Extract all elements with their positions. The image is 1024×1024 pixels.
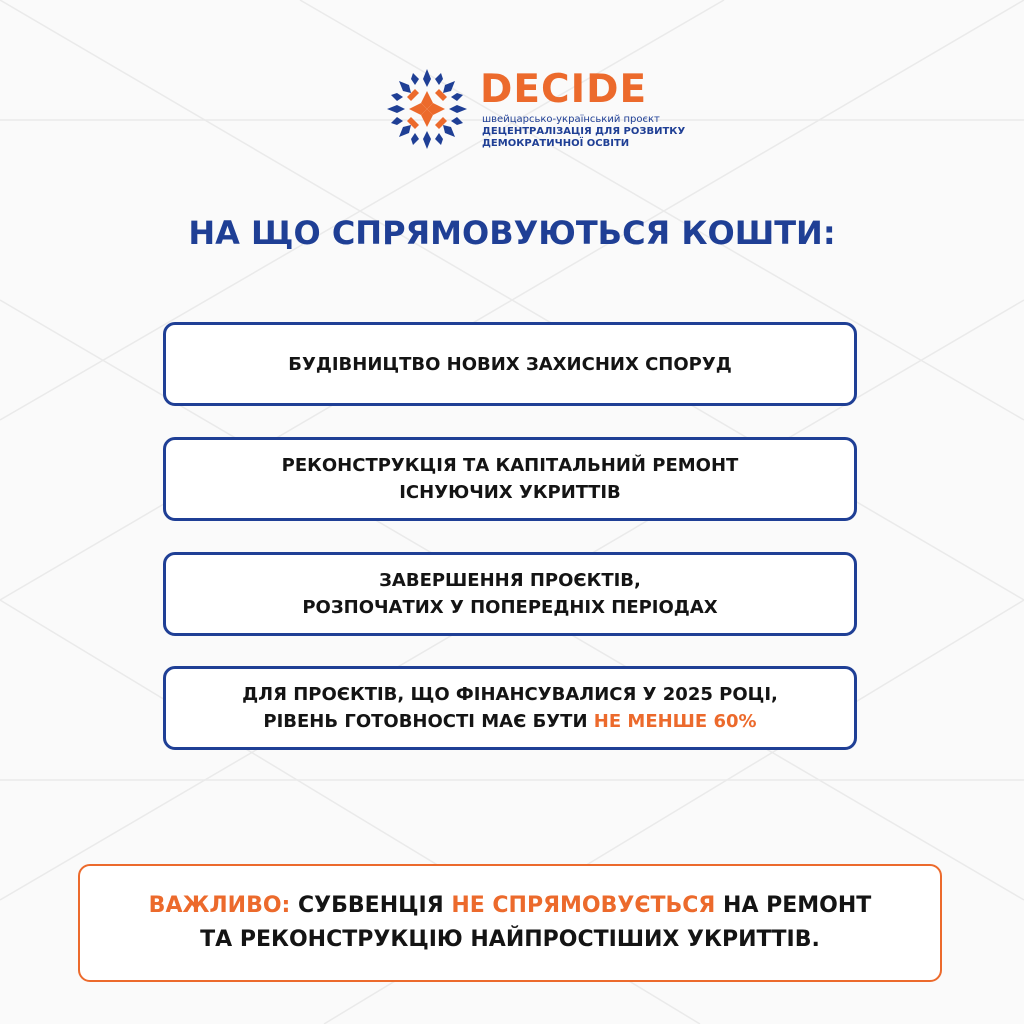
notice-text2: НА РЕМОНТ <box>715 893 872 918</box>
logo-name: DECIDE <box>480 67 648 112</box>
logo-subtitle-line2: ДЕЦЕНТРАЛІЗАЦІЯ ДЛЯ РОЗВИТКУ <box>482 126 686 137</box>
notice-label: ВАЖЛИВО: <box>148 893 291 918</box>
card-text-line2: ІСНУЮЧИХ УКРИТТІВ <box>399 482 621 503</box>
card-text-line1: ДЛЯ ПРОЄКТІВ, ЩО ФІНАНСУВАЛИСЯ У 2025 РОЦІ, <box>242 684 778 705</box>
card-new-shelters <box>163 322 857 406</box>
notice-line1 <box>149 889 872 923</box>
card-readiness <box>163 666 857 750</box>
card-text-line1: ЗАВЕРШЕННЯ ПРОЄКТІВ, <box>379 570 641 591</box>
logo-subtitle-line3: ДЕМОКРАТИЧНОЇ ОСВІТИ <box>482 138 630 149</box>
card-highlight: НЕ МЕНШЕ 60% <box>593 711 757 732</box>
logo-subtitle <box>482 114 685 150</box>
decide-logo <box>386 67 686 150</box>
card-text-line2-main: РІВЕНЬ ГОТОВНОСТІ МАЄ БУТИ <box>263 711 594 732</box>
card-text-line1: РЕКОНСТРУКЦІЯ ТА КАПІТАЛЬНИЙ РЕМОНТ <box>281 455 739 476</box>
page-title: НА ЩО СПРЯМОВУЮТЬСЯ КОШТИ: <box>188 214 836 252</box>
snowflake-ornament-icon <box>386 68 468 150</box>
card-text-line2 <box>263 708 756 735</box>
notice-line2: ТА РЕКОНСТРУКЦІЮ НАЙПРОСТІШИХ УКРИТТІВ. <box>200 927 820 952</box>
card-reconstruction <box>163 437 857 521</box>
important-notice <box>78 864 942 982</box>
notice-text1: СУБВЕНЦІЯ <box>290 893 452 918</box>
card-text: БУДІВНИЦТВО НОВИХ ЗАХИСНИХ СПОРУД <box>288 353 732 375</box>
card-text-line2: РОЗПОЧАТИХ У ПОПЕРЕДНІХ ПЕРІОДАХ <box>302 597 718 618</box>
card-completion <box>163 552 857 636</box>
notice-highlight: НЕ СПРЯМОВУЄТЬСЯ <box>451 893 716 918</box>
logo-subtitle-line1: швейцарсько-український проєкт <box>482 114 660 125</box>
